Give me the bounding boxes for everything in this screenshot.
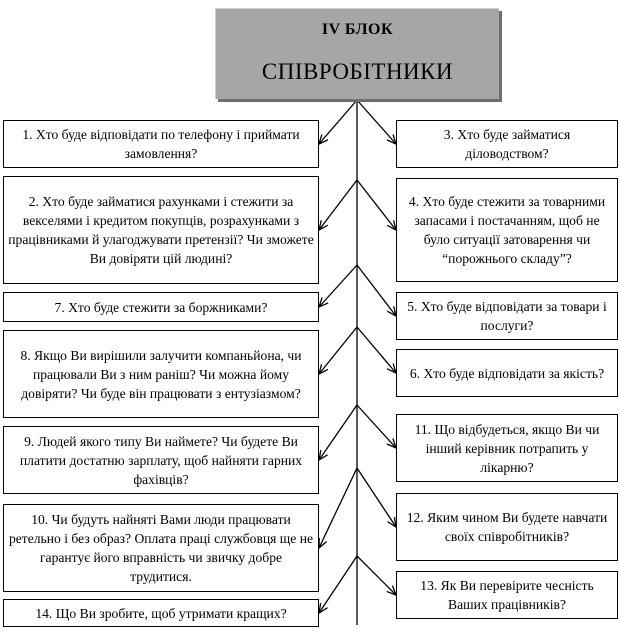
question-text: 9. Людей якого типу Ви наймете? Чи будете Ви платити достатню зарплату, щоб найняти гарних фахівців? — [19, 433, 303, 487]
arrow-line — [319, 265, 357, 307]
question-box-10 — [3, 504, 319, 592]
block-title: СПІВРОБІТНИКИ — [261, 59, 454, 84]
question-box-1 — [3, 120, 319, 168]
arrow-line — [319, 405, 357, 460]
question-text: 8. Якщо Ви вирішили залучити компаньйона, чи працювали Ви з ним раніш? Чи можна йому довіряти? Чи буде він працювати з ентузіазмом? — [20, 347, 302, 401]
arrow-line — [319, 100, 357, 144]
question-text: 13. Як Ви перевірите чесність Ваших працівників? — [420, 578, 594, 612]
question-text: 12. Яким чином Ви будете навчати своїх співробітників? — [406, 510, 608, 544]
question-text: 14. Що Ви зробите, щоб утримати кращих? — [35, 605, 287, 621]
question-box-8 — [3, 330, 319, 418]
question-text: 7. Хто буде стежити за боржниками? — [54, 299, 268, 315]
question-text: 4. Хто буде стежити за товарними запасами і постачанням, щоб не було ситуації затоварення чи “порожнього складу”? — [408, 194, 606, 266]
question-box-3 — [396, 120, 618, 168]
arrow-line — [319, 556, 357, 613]
arrow-line — [357, 468, 396, 527]
arrow-line — [357, 180, 396, 230]
question-box-7 — [3, 292, 319, 322]
question-box-11 — [396, 414, 618, 482]
block-label: IV БЛОК — [321, 21, 394, 38]
question-box-13 — [396, 571, 618, 619]
arrow-line — [319, 327, 357, 374]
arrow-line — [357, 327, 396, 373]
question-box-2 — [3, 176, 319, 284]
arrow-head — [319, 603, 327, 613]
question-text: 5. Хто буде відповідати за товари і послуги? — [407, 299, 607, 333]
arrow-line — [357, 405, 396, 448]
question-text: 6. Хто буде відповідати за якість? — [409, 365, 605, 381]
question-text: 2. Хто буде займатися рахунками і стежити за векселями і кредитом покупців, розрахунками з працівниками й улагоджувати претензії? Чи зможете Ви довіряти цій людині? — [8, 194, 314, 266]
question-text: 1. Хто буде відповідати по телефону і приймати замовлення? — [22, 127, 300, 161]
question-box-4 — [396, 178, 618, 282]
block-header — [215, 8, 499, 99]
question-text: 3. Хто буде займатися діловодством? — [443, 127, 571, 161]
question-text: 11. Що відбудеться, якщо Ви чи інший керівник потрапить у лікарню? — [414, 421, 600, 475]
question-box-6 — [396, 349, 618, 397]
question-text: 10. Чи будуть найняті Вами люди працювати ретельно і без образ? Оплата праці службовця ще не гарантує його вправність чи звичку добре трудитися. — [8, 512, 314, 584]
arrow-line — [357, 265, 396, 316]
question-box-5 — [396, 292, 618, 340]
question-box-14 — [3, 599, 319, 627]
question-box-12 — [396, 493, 618, 561]
arrow-head — [319, 450, 328, 460]
arrow-line — [357, 100, 396, 144]
question-box-9 — [3, 426, 319, 494]
arrow-line — [319, 468, 357, 548]
arrow-line — [319, 180, 357, 230]
arrow-head — [388, 517, 396, 527]
arrow-line — [357, 556, 396, 595]
